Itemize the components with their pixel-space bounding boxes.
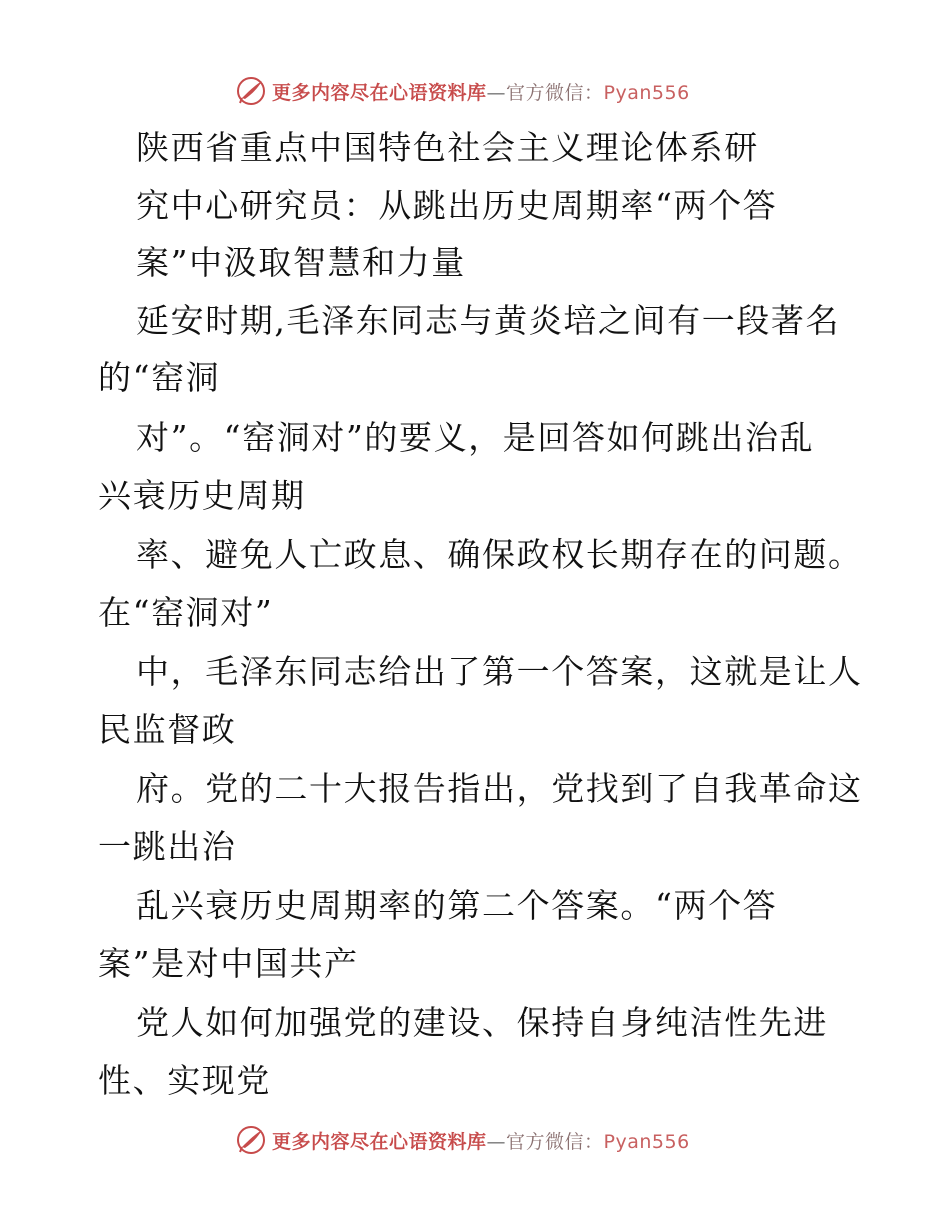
watermark-id: Pyan556 — [603, 1130, 690, 1153]
body-line-6: 在“窑洞对” — [98, 593, 274, 632]
header-watermark — [236, 74, 690, 108]
body-line-5: 率、避免人亡政息、确保政权长期存在的问题。 — [136, 535, 863, 574]
body-line-9: 府。党的二十大报告指出，党找到了自我革命这 — [136, 769, 863, 808]
quill-logo-icon — [236, 76, 266, 106]
title-line-2: 究中心研究员：从跳出历史周期率“两个答 — [136, 186, 778, 225]
body-line-12: 案”是对中国共产 — [98, 944, 359, 983]
watermark-separator: — — [486, 81, 507, 104]
watermark-id: Pyan556 — [603, 81, 690, 104]
watermark-text — [272, 78, 690, 105]
body-line-14: 性、实现党 — [98, 1061, 271, 1100]
body-line-13: 党人如何加强党的建设、保持自身纯洁性先进 — [136, 1003, 828, 1042]
body-line-8: 民监督政 — [98, 710, 237, 749]
body-line-2: 的“窑洞 — [98, 358, 221, 397]
body-line-3: 对”。“窑洞对”的要义，是回答如何跳出治乱 — [136, 418, 815, 457]
watermark-separator: — — [486, 1130, 507, 1153]
body-line-1: 延安时期,毛泽东同志与黄炎培之间有一段著名 — [136, 301, 841, 340]
body-line-11: 乱兴衰历史周期率的第二个答案。“两个答 — [136, 886, 778, 925]
body-line-7: 中，毛泽东同志给出了第一个答案，这就是让人 — [136, 652, 863, 691]
title-line-1: 陕西省重点中国特色社会主义理论体系研 — [136, 128, 759, 167]
watermark-text — [272, 1127, 690, 1154]
body-line-10: 一跳出治 — [98, 827, 237, 866]
quill-logo-icon — [236, 1125, 266, 1155]
watermark-main: 更多内容尽在心语资料库 — [272, 81, 487, 104]
footer-watermark — [236, 1123, 690, 1157]
body-line-4: 兴衰历史周期 — [98, 476, 306, 515]
watermark-main: 更多内容尽在心语资料库 — [272, 1130, 487, 1153]
watermark-label: 官方微信： — [506, 1130, 604, 1153]
title-line-3: 案”中汲取智慧和力量 — [136, 243, 466, 282]
watermark-label: 官方微信： — [506, 81, 604, 104]
